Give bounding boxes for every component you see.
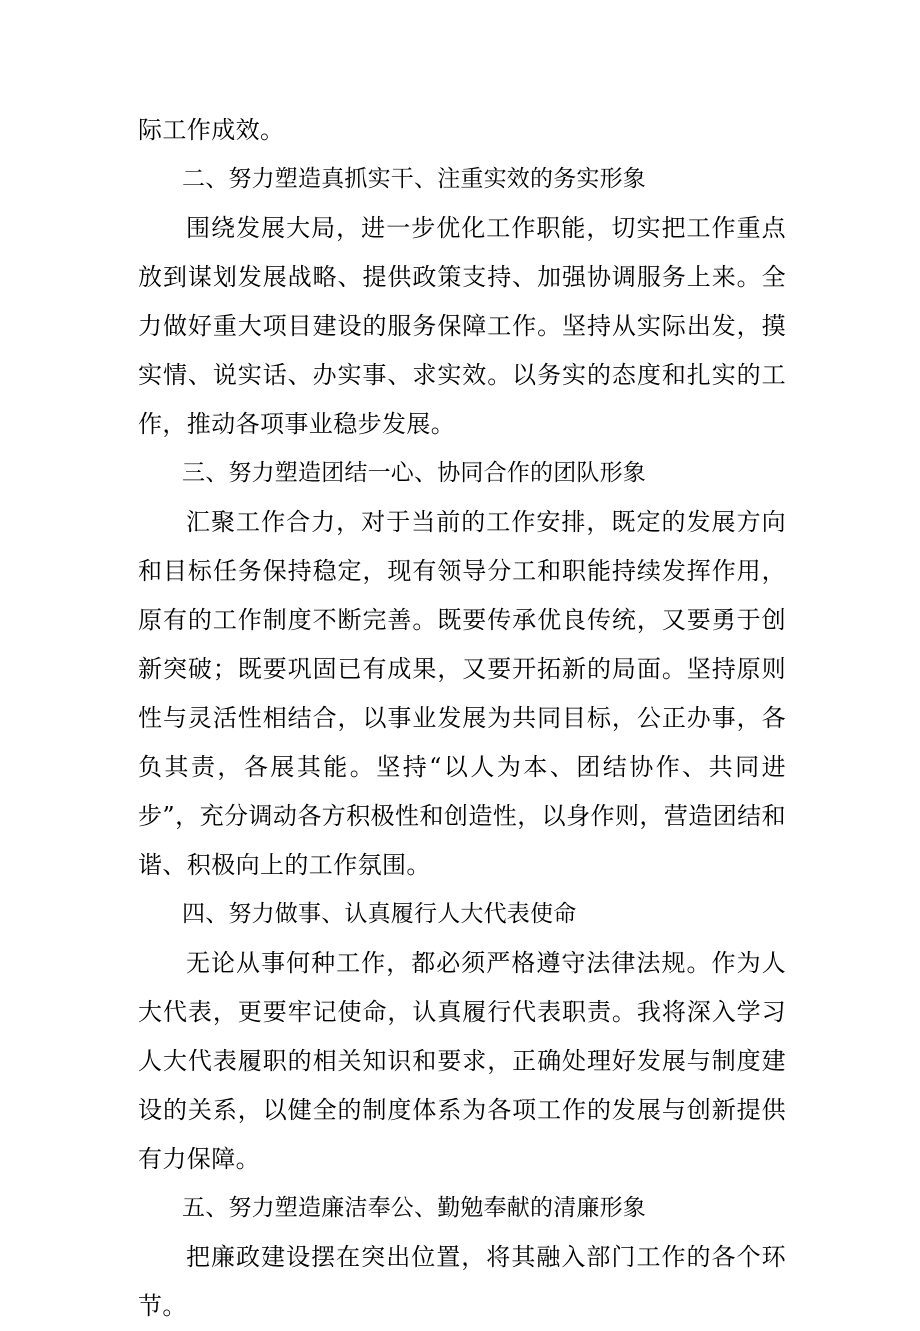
paragraph-section-4: 无论从事何种工作，都必须严格遵守法律法规。作为人大代表，更要牢记使命，认真履行代表职责。我将深入学习人大代表履职的相关知识和要求，正确处理好发展与制度建设的关系，以健全的制度体系为各项工作的发展与创新提供有力保障。 [138, 949, 786, 1173]
section-heading-2: 二、努力塑造真抓实干、注重实效的务实形象 [182, 166, 646, 192]
document-body [138, 106, 786, 1331]
section-heading-3: 三、努力塑造团结一心、协同合作的团队形象 [182, 460, 646, 486]
paragraph-section-5: 把廉政建设摆在突出位置，将其融入部门工作的各个环节。 [138, 1243, 786, 1320]
paragraph-section-2: 围绕发展大局，进一步优化工作职能，切实把工作重点放到谋划发展战略、提供政策支持、加强协调服务上来。全力做好重大项目建设的服务保障工作。坚持从实际出发，摸实情、说实话、办实事、求实效。以务实的态度和扎实的工作，推动各项事业稳步发展。 [138, 214, 786, 438]
paragraph-section-3: 汇聚工作合力，对于当前的工作安排，既定的发展方向和目标任务保持稳定，现有领导分工和职能持续发挥作用，原有的工作制度不断完善。既要传承优良传统，又要勇于创新突破；既要巩固已有成果，又要开拓新的局面。坚持原则性与灵活性相结合，以事业发展为共同目标，公正办事，各负其责，各展其能。坚持“以人为本、团结协作、共同进步”，充分调动各方积极性和创造性，以身作则，营造团结和谐、积极向上的工作氛围。 [138, 508, 786, 879]
section-heading-5: 五、努力塑造廉洁奉公、勤勉奉献的清廉形象 [182, 1195, 646, 1221]
section-heading-4: 四、努力做事、认真履行人大代表使命 [182, 901, 577, 927]
paragraph-continuation: 际工作成效。 [138, 116, 285, 144]
